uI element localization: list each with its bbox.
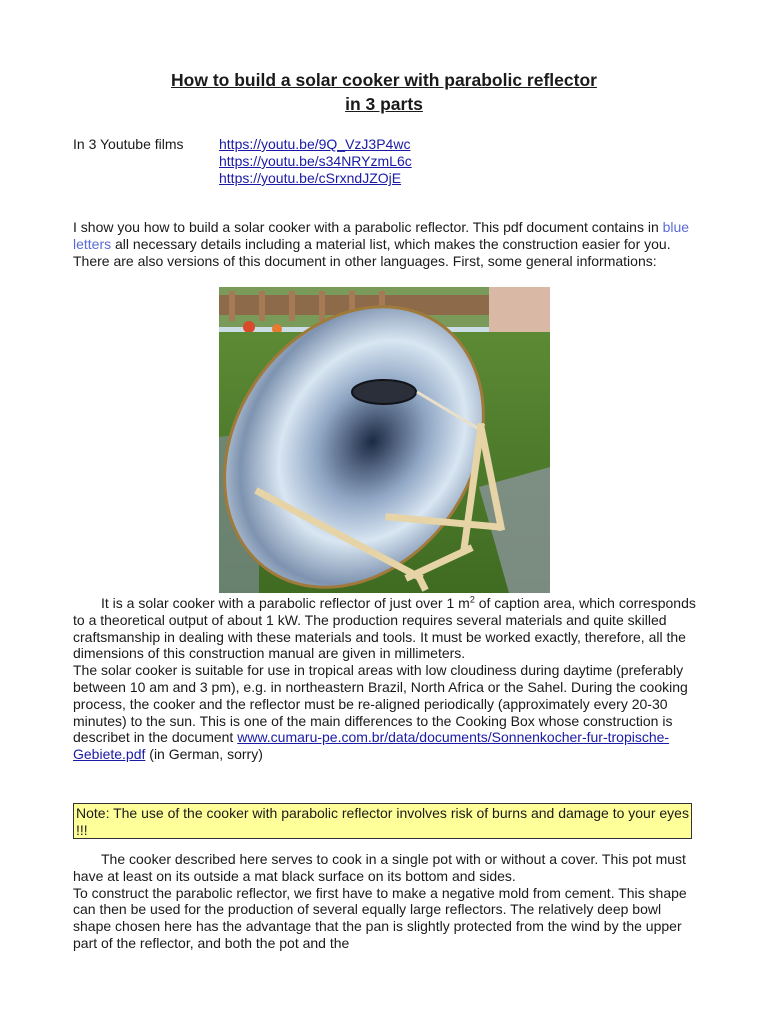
- description-text-d: (in German, sorry): [145, 746, 263, 763]
- description-text-a: It is a solar cooker with a parabolic reflector of just over 1 m: [101, 595, 470, 611]
- warning-note-box: Note: The use of the cooker with parabolic reflector involves risk of burns and damage to your eyes !!!: [73, 803, 692, 839]
- intro-text-2: all necessary details including a material list, which makes the construction easier for you. There are also versions of this document in other languages. First, some general informations:: [73, 235, 671, 269]
- description-text-c: The solar cooker is suitable for use in tropical areas with low cloudiness during daytime (preferably between 10 am and 3 pm), e.g. in northeastern Brazil, North Africa or the Sahel. During the cooking process, the cooker and the reflector must be re-aligned periodically (approximately every 20-30 minutes) to the sun. This is one of the main differences to the Cooking Box whose construction is describet in the document: [73, 662, 688, 746]
- document-title-line-1: How to build a solar cooker with parabolic reflector: [171, 70, 597, 90]
- youtube-links: [219, 136, 412, 187]
- description-text-b: of caption area, which corresponds to a theoretical output of about 1 kW. The production requires several materials and quite skilled craftsmanship in dealing with these materials and tools. It must be worked exactly, therefore, all the dimensions of this construction manual are given in millimeters.: [73, 595, 696, 662]
- youtube-link-2[interactable]: https://youtu.be/s34NRYzmL6c: [219, 153, 412, 169]
- youtube-label: In 3 Youtube films: [73, 136, 184, 152]
- body-text-a: The cooker described here serves to cook in a single pot with or without a cover. This pot must have at least on its outside a mat black surface on its bottom and sides.: [73, 851, 686, 884]
- cumaru-document-link[interactable]: www.cumaru-pe.com.br/data/documents/Sonnenkocher-fur-tropische-Gebiete.pdf: [73, 729, 670, 763]
- blue-letters-text: blue letters: [73, 219, 690, 252]
- intro-paragraph: [73, 219, 698, 269]
- youtube-link-1[interactable]: https://youtu.be/9Q_VzJ3P4wc: [219, 136, 411, 152]
- intro-text-1: I show you how to build a solar cooker with a parabolic reflector. This pdf document contains in: [73, 219, 663, 235]
- youtube-link-3[interactable]: https://youtu.be/cSrxndJZOjE: [219, 170, 402, 186]
- document-title-line-2: in 3 parts: [345, 94, 423, 114]
- superscript-2: 2: [469, 594, 475, 605]
- solar-cooker-photo: [219, 287, 550, 593]
- body-paragraph: [73, 851, 698, 952]
- body-text-b: To construct the parabolic reflector, we first have to make a negative mold from cement. This shape can then be used for the production of several equally large reflectors. The relatively deep bowl shape chosen here has the advantage that the pan is slightly protected from the wind by the upper part of the reflector, and both the pot and the: [73, 884, 687, 951]
- description-paragraph: [73, 595, 698, 763]
